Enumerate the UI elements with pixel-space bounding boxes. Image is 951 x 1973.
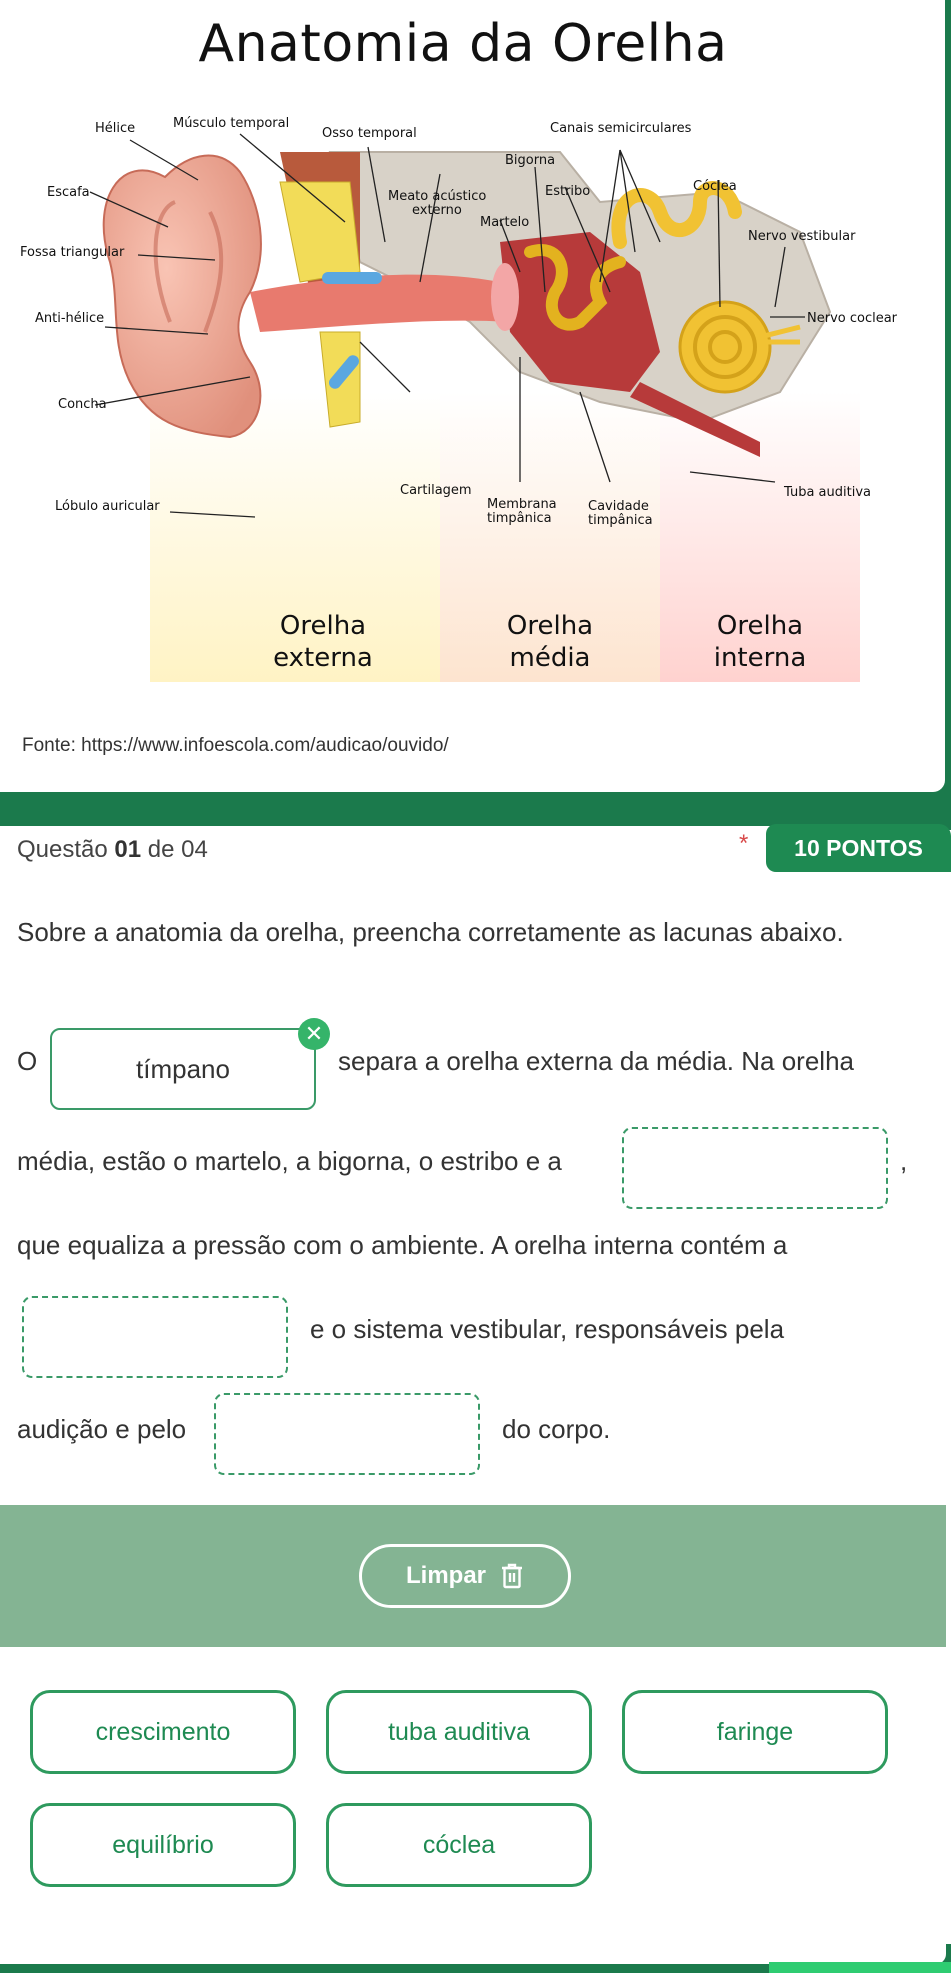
- label-escafa: Escafa: [47, 185, 90, 200]
- word-chip-coclea[interactable]: cóclea: [326, 1803, 592, 1887]
- points-badge: 10 PONTOS: [766, 824, 951, 872]
- label-meato-1: Meato acústico: [388, 189, 487, 204]
- text-segment-1: O: [17, 1046, 38, 1076]
- text-segment-6: e o sistema vestibular, responsáveis pela: [310, 1314, 785, 1344]
- question-label-suffix: de 04: [147, 836, 208, 863]
- label-bigorna: Bigorna: [505, 153, 556, 168]
- clear-button[interactable]: [359, 1544, 571, 1608]
- label-estribo: Estribo: [545, 184, 591, 199]
- zone-label-interna-2: interna: [713, 643, 807, 673]
- label-canais: Canais semicirculares: [550, 121, 692, 136]
- text-segment-2: separa a orelha externa da média. Na orelha: [338, 1046, 854, 1076]
- remove-answer-icon[interactable]: ✕: [298, 1018, 330, 1050]
- question-prompt: Sobre a anatomia da orelha, preencha corretamente as lacunas abaixo.: [17, 917, 844, 947]
- auricle: [104, 156, 261, 437]
- label-membrana-2: timpânica: [487, 511, 552, 526]
- blank-1[interactable]: [50, 1028, 316, 1110]
- image-source: Fonte: https://www.infoescola.com/audicao/ouvido/: [22, 735, 449, 756]
- word-chip-equilibrio[interactable]: equilíbrio: [30, 1803, 296, 1887]
- card-bottom-edge: [0, 1944, 946, 1964]
- label-musculo-temporal: Músculo temporal: [173, 116, 290, 131]
- text-segment-8: do corpo.: [502, 1414, 611, 1444]
- question-label-prefix: Questão: [17, 836, 108, 863]
- zone-label-media-1: Orelha: [506, 611, 594, 641]
- clear-button-label: Limpar: [405, 1562, 486, 1589]
- label-coclea: Cóclea: [693, 179, 737, 194]
- label-nervo-coclear: Nervo coclear: [807, 311, 898, 326]
- label-osso-temporal: Osso temporal: [322, 126, 417, 141]
- label-concha: Concha: [58, 397, 107, 412]
- diagram-title: Anatomia da Orelha: [198, 14, 728, 74]
- label-cavidade-1: Cavidade: [588, 499, 649, 514]
- blank-1-value: tímpano: [136, 1053, 230, 1084]
- cartilage: [280, 182, 360, 282]
- question-number: 01: [114, 836, 142, 863]
- label-martelo: Martelo: [480, 215, 530, 230]
- word-chip-tuba-auditiva[interactable]: tuba auditiva: [326, 1690, 592, 1774]
- eardrum: [491, 263, 519, 331]
- word-chip-crescimento[interactable]: crescimento: [30, 1690, 296, 1774]
- label-meato-2: externo: [412, 203, 462, 218]
- zone-label-externa-1: Orelha: [279, 611, 367, 641]
- cartilage-blue-1: [322, 272, 382, 284]
- required-mark: *: [739, 830, 749, 857]
- zone-label-media-2: média: [509, 643, 591, 673]
- blank-4[interactable]: [214, 1393, 480, 1475]
- label-anti-helice: Anti-hélice: [35, 311, 105, 326]
- label-cavidade-2: timpânica: [588, 513, 653, 528]
- text-segment-3: média, estão o martelo, a bigorna, o estribo e a: [17, 1146, 562, 1176]
- text-segment-7: audição e pelo: [17, 1414, 187, 1444]
- blank-3[interactable]: [22, 1296, 288, 1378]
- trash-icon: [500, 1563, 524, 1589]
- label-lobulo: Lóbulo auricular: [55, 499, 160, 514]
- text-segment-5: que equaliza a pressão com o ambiente. A orelha interna contém a: [17, 1230, 788, 1260]
- label-membrana-1: Membrana: [487, 497, 557, 512]
- ear-anatomy-diagram: [0, 92, 945, 682]
- question-counter: [17, 836, 208, 864]
- label-helice: Hélice: [95, 121, 136, 136]
- word-chip-faringe[interactable]: faringe: [622, 1690, 888, 1774]
- label-tuba: Tuba auditiva: [784, 485, 871, 500]
- label-nervo-vestibular: Nervo vestibular: [748, 229, 856, 244]
- progress-accent: [769, 1962, 951, 1973]
- zone-label-interna-1: Orelha: [716, 611, 804, 641]
- label-fossa: Fossa triangular: [20, 245, 125, 260]
- text-segment-4: ,: [900, 1146, 908, 1176]
- blank-2[interactable]: [622, 1127, 888, 1209]
- label-cartilagem: Cartilagem: [400, 483, 472, 498]
- zone-label-externa-2: externa: [273, 643, 373, 673]
- question-card: [0, 826, 946, 1944]
